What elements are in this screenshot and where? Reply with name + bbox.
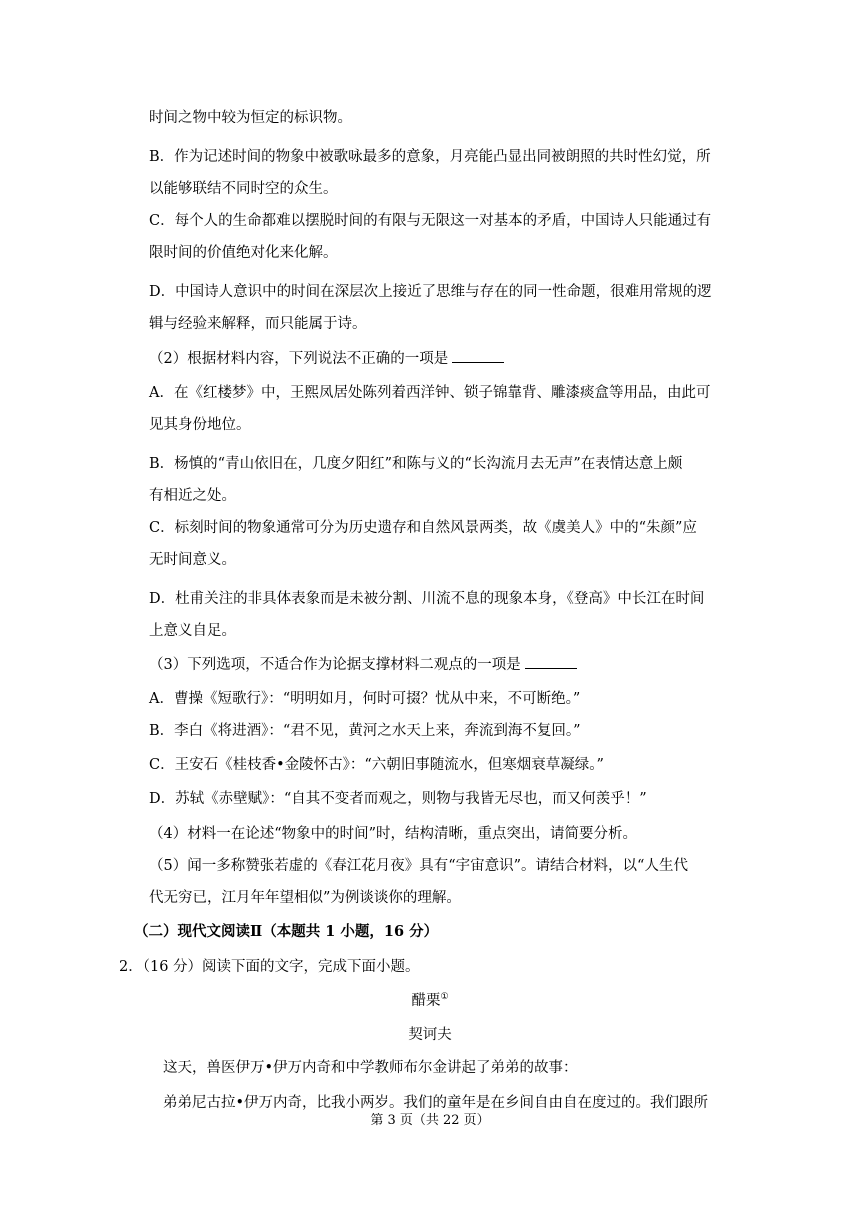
text-line: 以能够联结不同时空的众生。 <box>149 181 338 197</box>
option-c: C．每个人的生命都难以摆脱时间的有限与无限这一对基本的矛盾，中国诗人只能通过有 <box>149 213 712 229</box>
article-title-text: 醋栗 <box>411 993 441 1009</box>
paragraph-line: 这天，兽医伊万•伊万内奇和中学教师布尔金讲起了弟弟的故事： <box>163 1060 578 1076</box>
option-c: C．标刻时间的物象通常可分为历史遗存和自然风景两类，故《虞美人》中的“朱颜”应 <box>149 520 697 536</box>
footnote-marker: ① <box>440 992 449 1003</box>
text-line: 辑与经验来解释，而只能属于诗。 <box>149 316 367 332</box>
option-a: A．曹操《短歌行》：“明明如月，何时可掇？忧从中来，不可断绝。” <box>149 691 581 707</box>
option-d: D．苏轼《赤壁赋》：“自其不变者而观之，则物与我皆无尽也，而又何羡乎！” <box>149 791 647 807</box>
question-4: （4）材料一在论述“物象中的时间”时，结构清晰，重点突出，请简要分析。 <box>149 826 638 842</box>
paragraph-line: 弟弟尼古拉•伊万内奇，比我小两岁。我们的童年是在乡间自由自在度过的。我们跟所 <box>163 1095 709 1111</box>
text-line: 见其身份地位。 <box>149 417 251 433</box>
text-line: 上意义自足。 <box>149 623 236 639</box>
text-line: 代无穷已，江月年年望相似”为例谈谈你的理解。 <box>149 890 461 906</box>
text-line: 限时间的价值绝对化来化解。 <box>149 245 338 261</box>
question-3 <box>149 654 577 675</box>
text-line: 有相近之处。 <box>149 488 236 504</box>
answer-blank <box>452 348 504 363</box>
option-c: C．王安石《桂枝香•金陵怀古》：“六朝旧事随流水，但寒烟衰草凝绿。” <box>149 757 604 773</box>
question-2-text: （2）根据材料内容，下列说法不正确的一项是 <box>149 351 449 367</box>
section-heading: （二）现代文阅读Ⅱ（本题共 1 小题，16 分） <box>134 923 439 940</box>
question-heading: 2．（16 分）阅读下面的文字，完成下面小题。 <box>119 959 420 975</box>
answer-blank <box>525 654 577 669</box>
text-line: 无时间意义。 <box>149 552 236 568</box>
text-line: 时间之物中较为恒定的标识物。 <box>149 110 352 126</box>
question-2 <box>149 348 504 369</box>
option-a: A．在《红楼梦》中，王熙凤居处陈列着西洋钟、锁子锦靠背、雕漆痰盒等用品，由此可 <box>149 385 711 401</box>
option-d: D．杜甫关注的非具体表象而是未被分割、川流不息的现象本身，《登高》中长江在时间 <box>149 591 705 607</box>
option-b: B．杨慎的“青山依旧在，几度夕阳红”和陈与义的“长沟流月去无声”在表情达意上颇 <box>149 456 683 472</box>
page-footer: 第 3 页（共 22 页） <box>370 1113 490 1128</box>
question-3-text: （3）下列选项，不适合作为论据支撑材料二观点的一项是 <box>149 657 521 673</box>
article-author: 契诃夫 <box>408 1027 452 1043</box>
question-5: （5）闻一多称赞张若虚的《春江花月夜》具有“宇宙意识”。请结合材料，以“人生代 <box>149 858 688 874</box>
option-b: B．作为记述时间的物象中被歌咏最多的意象，月亮能凸显出同被朗照的共时性幻觉，所 <box>149 149 711 165</box>
option-b: B．李白《将进酒》：“君不见，黄河之水天上来，奔流到海不复回。” <box>149 723 581 739</box>
article-title <box>0 991 860 1011</box>
option-d: D．中国诗人意识中的时间在深层次上接近了思维与存在的同一性命题，很难用常规的逻 <box>149 284 712 300</box>
